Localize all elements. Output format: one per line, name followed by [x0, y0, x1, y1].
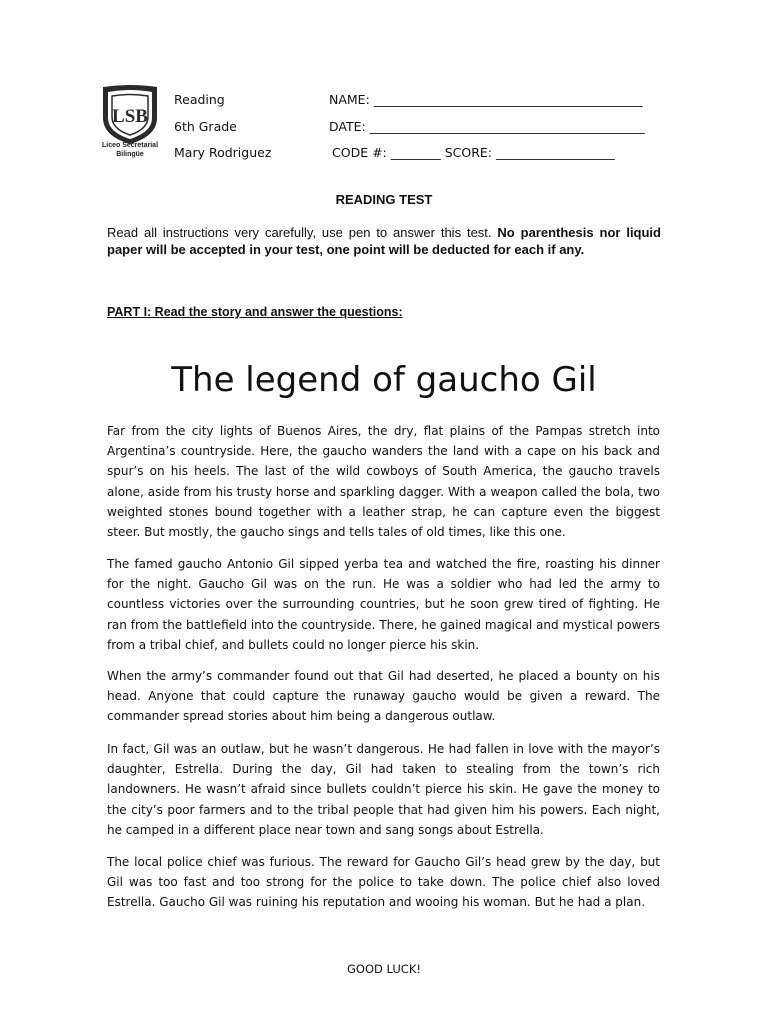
subject-label: Reading: [174, 92, 225, 107]
test-title: READING TEST: [335, 192, 433, 207]
story-title: The legend of gaucho Gil: [171, 360, 597, 400]
grade-label: 6th Grade: [174, 119, 237, 134]
teacher-label: Mary Rodriguez: [174, 145, 272, 160]
story-paragraph: The famed gaucho Antonio Gil sipped yerba tea and watched the fire, roasting his dinner for the night. Gaucho Gil was on the run. He was a soldier who had led the army to countless victories over the surrounding countries, but he soon grew tired of fighting. He ran from the battlefield into the countryside. There, he gained magical and mystical powers from a tribal chief, and bullets could no longer pierce his skin.: [107, 557, 660, 652]
logo-caption: [96, 141, 164, 159]
name-field[interactable]: NAME: ___________________________________________: [329, 92, 643, 107]
story-paragraph: When the army’s commander found out that Gil had deserted, he placed a bounty on his head. Anyone that could capture the runaway gaucho would be given a reward. The commander spread stories about him being a dangerous outlaw.: [107, 669, 660, 724]
part-heading: PART I: Read the story and answer the questions:: [107, 305, 403, 319]
instructions-bold: No parenthesis nor liquid paper will be accepted in your test, one point will be deducted for each if any.: [107, 225, 661, 257]
logo-letters: LSB: [112, 106, 148, 127]
story-paragraph: The local police chief was furious. The reward for Gaucho Gil’s head grew by the day, but Gil was too fast and too strong for the police to take down. The police chief also loved Estrella. Gaucho Gil was ruining his reputation and wooing his woman. But he had a plan.: [107, 855, 660, 910]
logo-caption-line1: Liceo Secretarial: [101, 142, 159, 149]
story-paragraph: Far from the city lights of Buenos Aires, the dry, flat plains of the Pampas stretch into Argentina’s countryside. Here, the gaucho wanders the land with a cape on his back and spur’s on his heels. The last of the wild cowboys of South America, the gaucho travels alone, aside from his trusty horse and sparkling dagger. With a weapon called the bola, two weighted stones bound together with a leather strap, he can capture even the biggest steer. But mostly, the gaucho sings and tells tales of old times, like this one.: [107, 424, 660, 540]
instructions-normal: Read all instructions very carefully, use pen to answer this test.: [107, 225, 498, 240]
logo-caption-line2: Bilingüe: [116, 151, 144, 158]
good-luck-text: GOOD LUCK!: [347, 962, 421, 976]
date-field[interactable]: DATE: ____________________________________________: [329, 119, 645, 134]
code-score-field[interactable]: CODE #: ________ SCORE: ___________________: [332, 145, 615, 160]
instructions: [107, 224, 661, 258]
story-paragraph: In fact, Gil was an outlaw, but he wasn’t dangerous. He had fallen in love with the mayor’s daughter, Estrella. During the day, Gil had taken to stealing from the town’s rich landowners. He wasn’t afraid since bullets couldn’t pierce his skin. He gave the money to the city’s poor farmers and to the tribal people that had given him his powers. Each night, he camped in a different place near town and sang songs about Estrella.: [107, 742, 660, 837]
